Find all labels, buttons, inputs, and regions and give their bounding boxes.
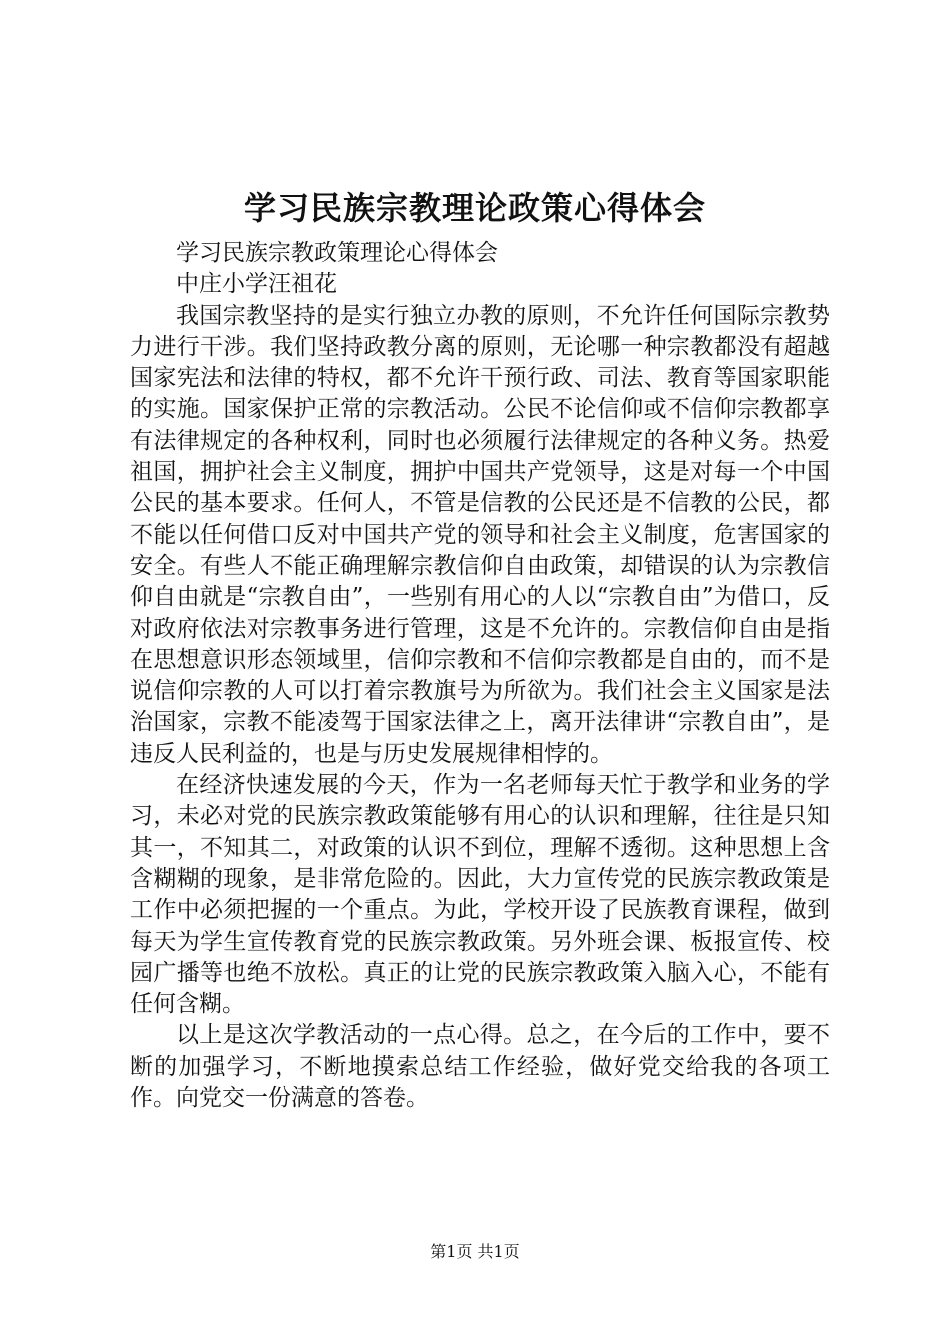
body-paragraph-3: 以上是这次学教活动的一点心得。总之，在今后的工作中，要不断的加强学习，不断地摸索总结工作经验，做好党交给我的各项工作。向党交一份满意的答卷。: [130, 1022, 830, 1112]
document-title: 学习民族宗教理论政策心得体会: [243, 189, 706, 227]
document-body: [130, 238, 830, 1114]
author-line: 中庄小学汪祖花: [176, 271, 337, 298]
page-number-footer: 第1页 共1页: [430, 1242, 520, 1261]
body-paragraph-2: 在经济快速发展的今天，作为一名老师每天忙于教学和业务的学习，未必对党的民族宗教政策能够有用心的认识和理解，往往是只知其一，不知其二，对政策的认识不到位，理解不透彻。这种思想上含含糊糊的现象，是非常危险的。因此，大力宣传党的民族宗教政策是工作中必须把握的一个重点。为此，学校开设了民族教育课程，做到每天为学生宣传教育党的民族宗教政策。另外班会课、板报宣传、校园广播等也绝不放松。真正的让党的民族宗教政策入脑入心，不能有任何含糊。: [130, 772, 830, 1018]
body-paragraph-1: 我国宗教坚持的是实行独立办教的原则，不允许任何国际宗教势力进行干涉。我们坚持政教分离的原则，无论哪一种宗教都没有超越国家宪法和法律的特权，都不允许干预行政、司法、教育等国家职能的实施。国家保护正常的宗教活动。公民不论信仰或不信仰宗教都享有法律规定的各种权利，同时也必须履行法律规定的各种义务。热爱祖国，拥护社会主义制度，拥护中国共产党领导，这是对每一个中国公民的基本要求。任何人，不管是信教的公民还是不信教的公民，都不能以任何借口反对中国共产党的领导和社会主义制度，危害国家的安全。有些人不能正确理解宗教信仰自由政策，却错误的认为宗教信仰自由就是“宗教自由”，一些别有用心的人以“宗教自由”为借口，反对政府依法对宗教事务进行管理，这是不允许的。宗教信仰自由是指在思想意识形态领域里，信仰宗教和不信仰宗教都是自由的，而不是说信仰宗教的人可以打着宗教旗号为所欲为。我们社会主义国家是法治国家，宗教不能凌驾于国家法律之上，离开法律讲“宗教自由”，是违反人民利益的，也是与历史发展规律相悖的。: [130, 302, 830, 767]
subtitle-line: 学习民族宗教政策理论心得体会: [176, 240, 498, 266]
